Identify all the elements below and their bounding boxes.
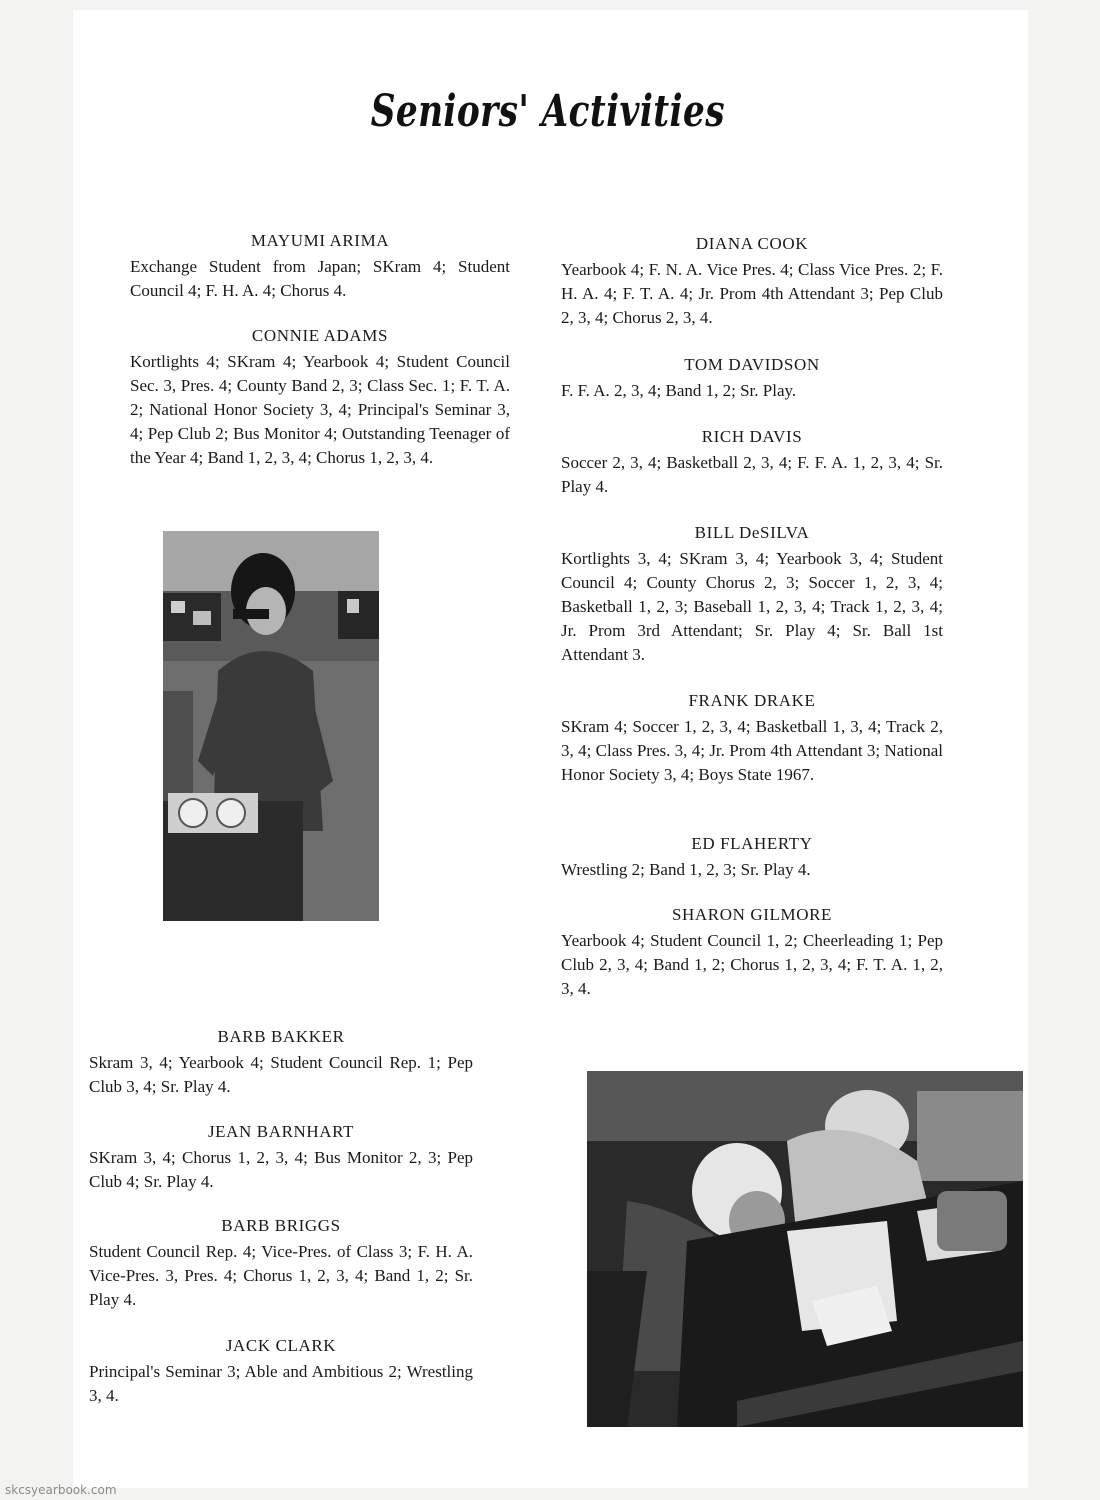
senior-entry <box>89 1025 473 1099</box>
senior-activities: F. F. A. 2, 3, 4; Band 1, 2; Sr. Play. <box>561 381 797 400</box>
senior-name: BARB BRIGGS <box>221 1216 341 1235</box>
senior-activities: Yearbook 4; F. N. A. Vice Pres. 4; Class Vice Pres. 2; F. H. A. 4; F. T. A. 4; Jr. Prom 4th Attendant 3; Pep Club 2, 3, 4; Chorus 2, 3, 4. <box>561 260 943 327</box>
senior-name: SHARON GILMORE <box>672 905 832 924</box>
photo-students-writing <box>587 1071 1023 1427</box>
senior-name: RICH DAVIS <box>701 427 803 446</box>
senior-entry <box>89 1120 473 1194</box>
senior-activities: Principal's Seminar 3; Able and Ambitious 2; Wrestling 3, 4. <box>89 1362 473 1405</box>
senior-name: MAYUMI ARIMA <box>250 231 390 250</box>
senior-name: JEAN BARNHART <box>207 1122 355 1141</box>
senior-name: BILL DeSILVA <box>694 523 810 542</box>
senior-entry <box>130 324 510 470</box>
senior-name: DIANA COOK <box>695 234 809 253</box>
senior-entry <box>89 1214 473 1312</box>
senior-activities: Soccer 2, 3, 4; Basketball 2, 3, 4; F. F. A. 1, 2, 3, 4; Sr. Play 4. <box>561 453 943 496</box>
photo-student-tape-recorder <box>163 531 379 921</box>
senior-activities: Skram 3, 4; Yearbook 4; Student Council Rep. 1; Pep Club 3, 4; Sr. Play 4. <box>89 1053 473 1096</box>
senior-name: JACK CLARK <box>225 1336 337 1355</box>
senior-activities: SKram 4; Soccer 1, 2, 3, 4; Basketball 1, 3, 4; Track 2, 3, 4; Class Pres. 3, 4; Jr. Prom 4th Attendant 3; National Honor Society 3, 4; Boys State 1967. <box>561 717 943 784</box>
senior-name: TOM DAVIDSON <box>684 355 820 374</box>
senior-entry <box>561 832 943 882</box>
senior-activities: Kortlights 4; SKram 4; Yearbook 4; Student Council Sec. 3, Pres. 4; County Band 2, 3; Class Sec. 1; F. T. A. 2; National Honor Society 3, 4; Principal's Seminar 3, 4; Pep Club 2; Bus Monitor 4; Outstanding Teenager of the Year 4; Band 1, 2, 3, 4; Chorus 1, 2, 3, 4. <box>130 352 510 467</box>
senior-name: ED FLAHERTY <box>691 834 813 853</box>
senior-activities: SKram 3, 4; Chorus 1, 2, 3, 4; Bus Monitor 2, 3; Pep Club 4; Sr. Play 4. <box>89 1148 473 1191</box>
senior-entry <box>561 425 943 499</box>
senior-activities: Student Council Rep. 4; Vice-Pres. of Class 3; F. H. A. Vice-Pres. 3, Pres. 4; Chorus 1, 2, 3, 4; Band 1, 2; Sr. Play 4. <box>89 1242 473 1309</box>
senior-entry <box>561 903 943 1001</box>
senior-activities: Kortlights 3, 4; SKram 3, 4; Yearbook 3, 4; Student Council 4; County Chorus 2, 3; Soccer 1, 2, 3, 4; Basketball 1, 2, 3; Baseball 1, 2, 3, 4; Track 1, 2, 3, 4; Jr. Prom 3rd Attendant; Sr. Play 4; Sr. Ball 1st Attendant 3. <box>561 549 943 664</box>
senior-name: CONNIE ADAMS <box>251 326 389 345</box>
senior-entry <box>561 232 943 330</box>
senior-entry <box>561 689 943 787</box>
page-title: Seniors' Activities <box>370 86 725 137</box>
senior-entry <box>561 521 943 667</box>
senior-activities: Yearbook 4; Student Council 1, 2; Cheerleading 1; Pep Club 2, 3, 4; Band 1, 2; Chorus 1, 2, 3, 4; F. T. A. 1, 2, 3, 4. <box>561 931 943 998</box>
senior-entry <box>89 1334 473 1408</box>
senior-activities: Exchange Student from Japan; SKram 4; Student Council 4; F. H. A. 4; Chorus 4. <box>130 257 510 300</box>
senior-entry <box>130 229 510 303</box>
senior-activities: Wrestling 2; Band 1, 2, 3; Sr. Play 4. <box>561 860 811 879</box>
senior-name: FRANK DRAKE <box>688 691 816 710</box>
senior-entry <box>561 353 943 403</box>
watermark: skcsyearbook.com <box>5 1483 117 1497</box>
senior-name: BARB BAKKER <box>217 1027 345 1046</box>
